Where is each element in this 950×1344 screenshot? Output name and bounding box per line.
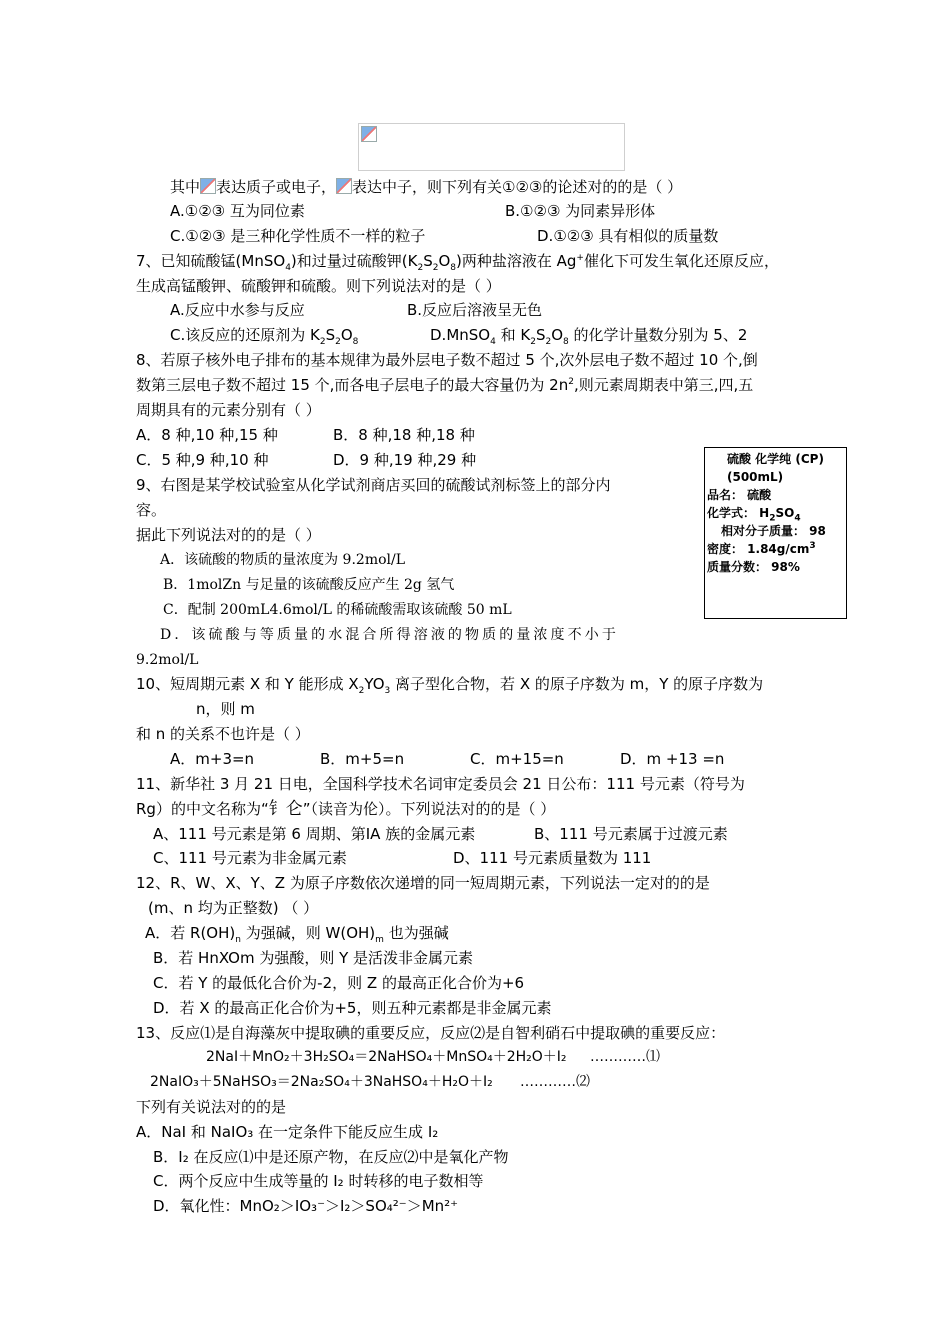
q6-option-c: C.①②③ 是三种化学性质不一样的粒子 — [170, 227, 426, 245]
q13-equation-2-tag: …………⑵ — [520, 1074, 590, 1090]
q12-option-c: C．若 Y 的最低化合价为-2，则 Z 的最高正化合价为+6 — [153, 974, 525, 992]
broken-image-icon — [336, 178, 352, 194]
q8-stem-line1: 8、若原子核外电子排布的基本规律为最外层电子数不超过 5 个,次外层电子数不超过 10 个,倒 — [136, 351, 758, 369]
q13-stem-line1: 13、反应⑴是自海藻灰中提取碘的重要反应，反应⑵是自智利硝石中提取碘的重要反应： — [136, 1024, 726, 1042]
q9-option-c: C．配制 200mL4.6mol/L 的稀硫酸需取该硫酸 50 mL — [163, 602, 512, 618]
q12-option-d: D．若 X 的最高正化合价为+5，则五种元素都是非金属元素 — [153, 999, 552, 1017]
q7-option-d: D.MnSO$_4$ 和 $K_2S_2O_8$ 的化学计量数分别为 5、2 — [430, 326, 748, 347]
q9-option-d-cont: 9.2mol/L — [136, 652, 199, 668]
q11-stem-line2: Rg）的中文名称为“钅仑”（读音为伦）。下列说法对的的是（ ） — [136, 799, 556, 819]
q6-option-d: D.①②③ 具有相似的质量数 — [537, 227, 719, 245]
q9-stem-line2: 容。 — [136, 501, 167, 519]
q13-stem-line2: 下列有关说法对的的是 — [136, 1098, 287, 1116]
q7-option-a: A.反应中水参与反应 — [170, 301, 305, 319]
q11-stem-line1: 11、新华社 3 月 21 日电，全国科学技术名词审定委员会 21 日公布：111 号元素（符号为 — [136, 775, 745, 793]
q12-option-b: B．若 HnXOm 为强酸，则 Y 是活泼非金属元素 — [153, 949, 474, 967]
q10-stem-line1: 10、短周期元素 X 和 Y 能形成 $X_2YO_3$ 离子型化合物，若 X 的原子序数为 m，Y 的原子序数为 — [136, 675, 764, 696]
reagent-label — [704, 447, 847, 619]
q9-option-d: D．该硫酸与等质量的水混合所得溶液的物质的量浓度不小于 — [160, 627, 619, 643]
q9-option-a: A．该硫酸的物质的量浓度为 9.2mol/L — [160, 552, 406, 568]
label-formula: 化学式： $H_2SO_4$ — [707, 506, 801, 524]
label-title: 硫酸 化学纯 (CP) — [727, 452, 824, 466]
q10-option-b: B．m+5=n — [320, 750, 405, 768]
q12-stem-line2: (m、n 均为正整数) （ ） — [148, 899, 319, 917]
q10-stem-line3: 和 n 的关系不也许是（ ） — [136, 725, 310, 743]
q6-option-b: B.①②③ 为同素异形体 — [505, 202, 656, 220]
q9-stem-line1: 9、右图是某学校试验室从化学试剂商店买回的硫酸试剂标签上的部分内 — [136, 476, 611, 494]
label-name: 品名： 硫酸 — [707, 488, 772, 502]
q13-option-a: A．NaI 和 NaIO₃ 在一定条件下能反应生成 I₂ — [136, 1123, 439, 1141]
q13-option-d: D．氧化性：MnO₂＞IO₃⁻＞I₂＞SO₄²⁻＞Mn²⁺ — [153, 1197, 459, 1215]
broken-image-icon — [200, 178, 216, 194]
q7-stem-line2: 生成高锰酸钾、硫酸钾和硫酸。则下列说法对的是（ ） — [136, 277, 501, 295]
q8-option-c: C．5 种,9 种,10 种 — [136, 451, 269, 469]
q13-equation-1: 2NaI＋MnO₂＋3H₂SO₄＝2NaHSO₄＋MnSO₄＋2H₂O＋I₂ — [206, 1049, 567, 1065]
q12-stem-line1: 12、R、W、X、Y、Z 为原子序数依次递增的同一短周期元素，下列说法一定对的的是 — [136, 874, 710, 892]
q9-stem-line3: 据此下列说法对的的是（ ） — [136, 526, 321, 544]
q10-option-d: D．m +13 =n — [620, 750, 725, 768]
q11-option-c: C、111 号元素为非金属元素 — [153, 849, 347, 867]
q8-option-b: B．8 种,18 种,18 种 — [333, 426, 475, 444]
q8-stem-line2: 数第三层电子数不超过 15 个,而各电子层电子的最大容量仍为 $2n^2$,则元素周期表中第三,四,五 — [136, 376, 754, 394]
q7-option-c: C.该反应的还原剂为 $K_2S_2O_8$ — [170, 326, 359, 347]
label-volume: (500mL) — [727, 470, 784, 484]
missing-figure-box — [358, 123, 625, 171]
q13-option-c: C．两个反应中生成等量的 I₂ 时转移的电子数相等 — [153, 1172, 484, 1190]
q8-option-a: A．8 种,10 种,15 种 — [136, 426, 278, 444]
label-density: 密度： $1.84g/cm^3$ — [707, 541, 816, 556]
q12-option-a: A．若 $R(OH)_n$ 为强碱，则 $W(OH)_m$ 也为强碱 — [145, 924, 449, 945]
label-mass-fraction: 质量分数： 98% — [707, 560, 800, 574]
q13-equation-1-tag: …………⑴ — [590, 1049, 660, 1065]
q10-option-c: C．m+15=n — [470, 750, 564, 768]
q10-stem-line2: n，则 m — [196, 700, 255, 718]
q7-option-b: B.反应后溶液呈无色 — [407, 301, 543, 319]
q10-option-a: A．m+3=n — [170, 750, 255, 768]
q7-stem-line1: 7、已知硫酸锰(MnSO$_4$)和过量过硫酸钾$(K_2S_2O_8)$两种盐溶液在 Ag+催化下可发生氧化还原反应， — [136, 252, 779, 273]
q8-stem-line3: 周期具有的元素分别有（ ） — [136, 401, 321, 419]
q6-stem: 其中 表达质子或电子， 表达中子，则下列有关①②③的论述对的的是（ ） — [170, 178, 683, 196]
label-molar-mass: 相对分子质量： 98 — [721, 524, 826, 538]
q6-option-a: A.①②③ 互为同位素 — [170, 202, 305, 220]
q11-option-b: B、111 号元素属于过渡元素 — [534, 825, 728, 843]
q9-option-b: B．1molZn 与足量的该硫酸反应产生 2g 氢气 — [163, 577, 455, 593]
q13-equation-2: 2NaIO₃＋5NaHSO₃＝2Na₂SO₄＋3NaHSO₄＋H₂O＋I₂ — [150, 1074, 493, 1090]
q13-option-b: B．I₂ 在反应⑴中是还原产物，在反应⑵中是氧化产物 — [153, 1148, 509, 1166]
q8-option-d: D．9 种,19 种,29 种 — [333, 451, 477, 469]
broken-image-icon — [361, 126, 377, 142]
q11-option-a: A、111 号元素是第 6 周期、第ⅠA 族的金属元素 — [153, 825, 476, 843]
q11-option-d: D、111 号元素质量数为 111 — [453, 849, 652, 867]
